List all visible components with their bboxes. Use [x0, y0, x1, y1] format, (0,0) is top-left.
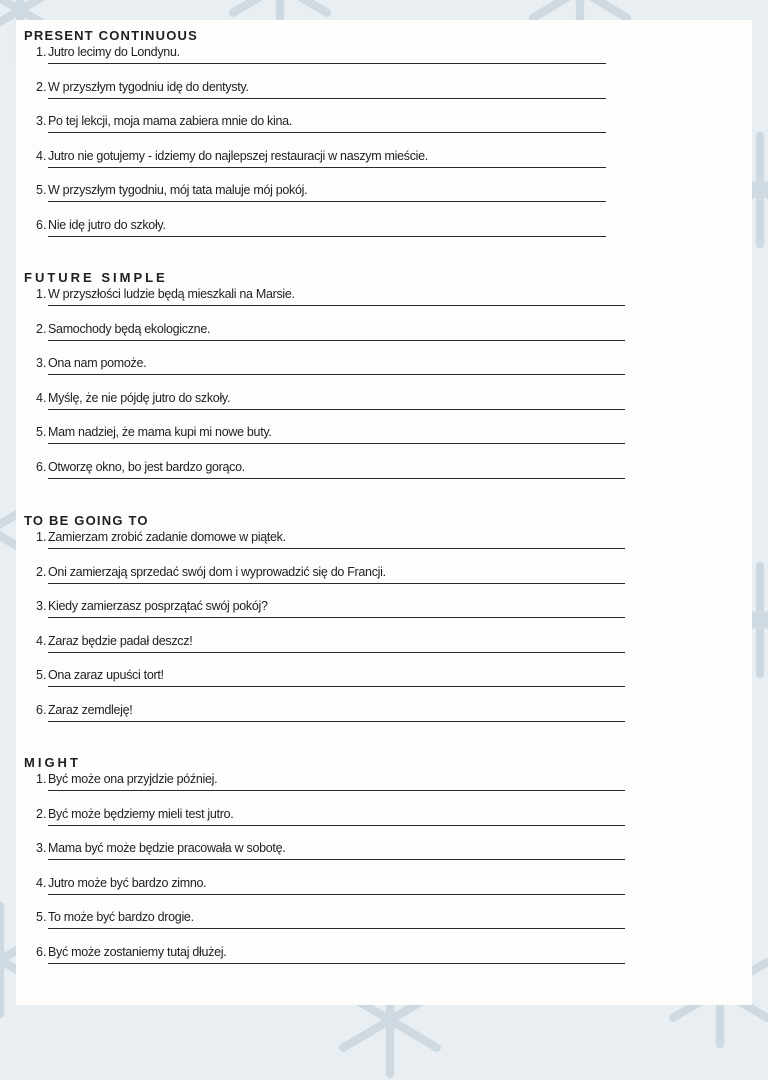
item-sentence: Oni zamierzają sprzedać swój dom i wyprowadzić się do Francji. — [48, 564, 386, 579]
item-number: 2. — [36, 321, 47, 336]
exercise-item — [24, 702, 724, 737]
item-sentence: Być może zostaniemy tutaj dłużej. — [48, 944, 227, 959]
item-sentence: W przyszłym tygodniu, mój tata maluje mój pokój. — [48, 183, 308, 197]
item-sentence: To może być bardzo drogie. — [48, 910, 194, 924]
exercise-item — [24, 564, 724, 599]
item-sentence: Zaraz będzie padał deszcz! — [48, 633, 193, 648]
item-sentence: Kiedy zamierzasz posprzątać swój pokój? — [48, 599, 268, 613]
exercise-item — [24, 217, 724, 252]
exercise-item — [24, 667, 724, 702]
item-sentence: Jutro nie gotujemy - idziemy do najlepszej restauracji w naszym mieście. — [48, 148, 428, 163]
answer-line[interactable] — [48, 340, 625, 341]
item-number: 1. — [36, 45, 47, 59]
exercise-item — [24, 598, 724, 633]
item-sentence: Być może ona przyjdzie później. — [48, 772, 218, 786]
answer-line[interactable] — [48, 443, 625, 444]
item-number: 4. — [36, 148, 47, 163]
exercise-item — [24, 909, 724, 944]
item-number: 5. — [36, 910, 47, 924]
answer-line[interactable] — [48, 790, 625, 791]
item-number: 6. — [36, 702, 47, 717]
section-title: PRESENT CONTINUOUS — [24, 28, 199, 43]
exercise-item — [24, 44, 724, 79]
item-sentence: Ona nam pomoże. — [48, 356, 147, 370]
answer-line[interactable] — [48, 236, 606, 237]
item-sentence: Mam nadziej, że mama kupi mi nowe buty. — [48, 425, 272, 439]
item-number: 6. — [36, 217, 47, 232]
section-title: MIGHT — [24, 755, 81, 770]
section-title: TO BE GOING TO — [24, 513, 149, 528]
item-number: 1. — [36, 287, 47, 301]
exercise-item — [24, 182, 724, 217]
answer-line[interactable] — [48, 374, 625, 375]
exercise-list — [24, 771, 724, 978]
item-number: 1. — [36, 530, 47, 544]
item-sentence: Jutro może być bardzo zimno. — [48, 875, 207, 890]
answer-line[interactable] — [48, 825, 625, 826]
answer-line[interactable] — [48, 686, 625, 687]
item-sentence: W przyszłym tygodniu idę do dentysty. — [48, 79, 249, 94]
item-sentence: Zamierzam zrobić zadanie domowe w piątek. — [48, 530, 286, 544]
item-number: 6. — [36, 944, 47, 959]
answer-line[interactable] — [48, 583, 625, 584]
item-number: 6. — [36, 459, 47, 474]
item-sentence: Nie idę jutro do szkoły. — [48, 217, 166, 232]
item-sentence: Ona zaraz upuści tort! — [48, 668, 164, 682]
answer-line[interactable] — [48, 201, 606, 202]
answer-line[interactable] — [48, 928, 625, 929]
item-sentence: Zaraz zemdleję! — [48, 702, 133, 717]
exercise-list — [24, 529, 724, 736]
item-sentence: Otworzę okno, bo jest bardzo gorąco. — [48, 459, 245, 474]
item-number: 2. — [36, 564, 47, 579]
exercise-item — [24, 459, 724, 494]
answer-line[interactable] — [48, 98, 606, 99]
exercise-item — [24, 286, 724, 321]
item-sentence: Jutro lecimy do Londynu. — [48, 45, 180, 59]
answer-line[interactable] — [48, 478, 625, 479]
answer-line[interactable] — [48, 721, 625, 722]
exercise-item — [24, 148, 724, 183]
section-present-continuous — [24, 28, 724, 251]
section-might — [24, 755, 724, 978]
section-title: FUTURE SIMPLE — [24, 270, 168, 285]
item-number: 5. — [36, 183, 47, 197]
item-number: 5. — [36, 425, 47, 439]
answer-line[interactable] — [48, 963, 625, 964]
answer-line[interactable] — [48, 617, 625, 618]
exercise-item — [24, 113, 724, 148]
item-sentence: Być może będziemy mieli test jutro. — [48, 806, 234, 821]
item-number: 3. — [36, 841, 47, 855]
item-sentence: W przyszłości ludzie będą mieszkali na Marsie. — [48, 287, 295, 301]
item-sentence: Samochody będą ekologiczne. — [48, 321, 211, 336]
exercise-item — [24, 355, 724, 390]
exercise-item — [24, 633, 724, 668]
item-sentence: Mama być może będzie pracowała w sobotę. — [48, 841, 286, 855]
worksheet-page — [16, 20, 752, 1005]
item-number: 3. — [36, 114, 47, 128]
item-sentence: Po tej lekcji, moja mama zabiera mnie do kina. — [48, 114, 292, 128]
answer-line[interactable] — [48, 63, 606, 64]
item-number: 5. — [36, 668, 47, 682]
answer-line[interactable] — [48, 652, 625, 653]
section-to-be-going-to — [24, 513, 724, 736]
exercise-item — [24, 806, 724, 841]
answer-line[interactable] — [48, 548, 625, 549]
answer-line[interactable] — [48, 894, 625, 895]
item-number: 2. — [36, 806, 47, 821]
exercise-list — [24, 286, 724, 493]
item-number: 4. — [36, 875, 47, 890]
item-number: 2. — [36, 79, 47, 94]
answer-line[interactable] — [48, 409, 625, 410]
section-future-simple — [24, 270, 724, 493]
answer-line[interactable] — [48, 305, 625, 306]
answer-line[interactable] — [48, 132, 606, 133]
item-number: 3. — [36, 356, 47, 370]
item-number: 3. — [36, 599, 47, 613]
exercise-item — [24, 321, 724, 356]
answer-line[interactable] — [48, 167, 606, 168]
exercise-item — [24, 424, 724, 459]
exercise-item — [24, 875, 724, 910]
item-number: 1. — [36, 772, 47, 786]
exercise-item — [24, 840, 724, 875]
item-number: 4. — [36, 390, 47, 405]
exercise-item — [24, 771, 724, 806]
exercise-item — [24, 944, 724, 979]
item-number: 4. — [36, 633, 47, 648]
exercise-list — [24, 44, 724, 251]
item-sentence: Myślę, że nie pójdę jutro do szkoły. — [48, 390, 231, 405]
exercise-item — [24, 79, 724, 114]
answer-line[interactable] — [48, 859, 625, 860]
exercise-item — [24, 529, 724, 564]
exercise-item — [24, 390, 724, 425]
